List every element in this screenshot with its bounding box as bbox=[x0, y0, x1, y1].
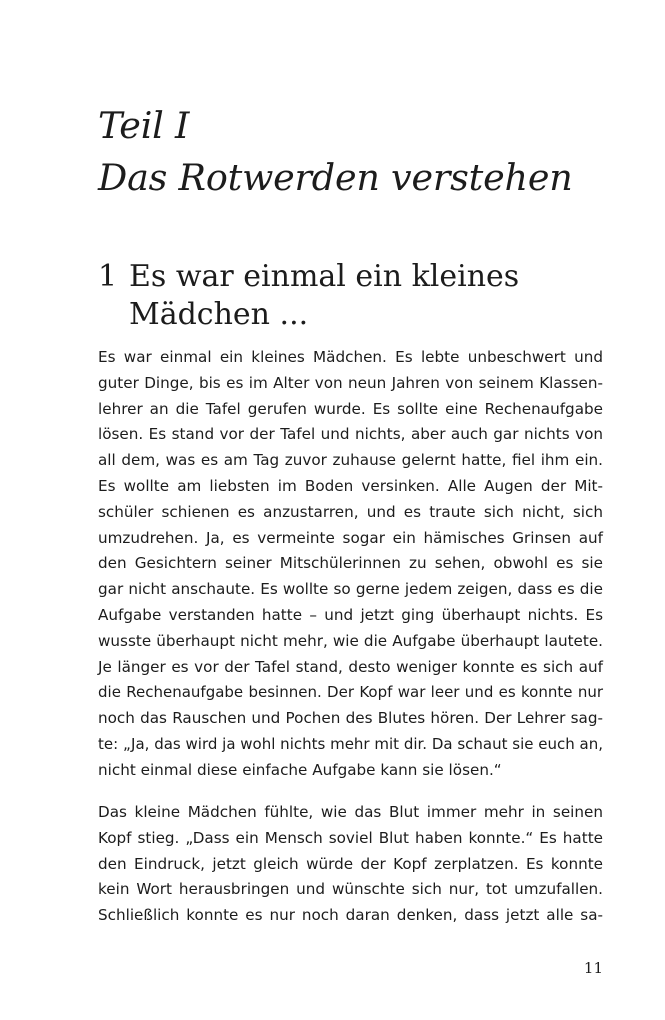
text-line: den Gesichtern seiner Mitschülerinnen zu sehen, obwohl es sie bbox=[98, 554, 603, 573]
text-line: Es war einmal ein kleines Mädchen. Es lebte unbeschwert und bbox=[98, 348, 603, 366]
part-number: Teil I bbox=[98, 104, 190, 147]
text-line: den Eindruck, jetzt gleich würde der Kopf zerplatzen. Es konnte bbox=[98, 854, 603, 873]
text-line: Das kleine Mädchen fühlte, wie das Blut immer mehr in seinen bbox=[98, 803, 603, 821]
text-line: umzudrehen. Ja, es vermeinte sogar ein hämisches Grinsen auf bbox=[98, 528, 603, 547]
chapter-title-line: Mädchen ... bbox=[129, 297, 309, 332]
text-line: Je länger es vor der Tafel stand, desto weniger konnte es sich auf bbox=[98, 657, 603, 676]
text-line: lösen. Es stand vor der Tafel und nichts, aber auch gar nichts von bbox=[98, 425, 603, 444]
text-line: te: „Ja, das wird ja wohl nichts mehr mit dir. Da schaut sie euch an, bbox=[98, 734, 603, 753]
paragraph-1 bbox=[98, 345, 603, 784]
part-heading bbox=[98, 100, 573, 204]
text-line: noch das Rauschen und Pochen des Blutes hören. Der Lehrer sag- bbox=[98, 709, 603, 728]
text-line: kein Wort herausbringen und wünschte sich nur, tot umzufallen. bbox=[98, 880, 603, 899]
text-line: guter Dinge, bis es im Alter von neun Jahren von seinem Klassen- bbox=[98, 373, 603, 392]
chapter-title-line: Es war einmal ein kleines bbox=[129, 259, 520, 294]
paragraph-2 bbox=[98, 800, 603, 929]
text-line: wusste überhaupt nicht mehr, wie die Aufgabe überhaupt lautete. bbox=[98, 631, 603, 650]
chapter-heading bbox=[98, 258, 519, 334]
part-title: Das Rotwerden verstehen bbox=[98, 156, 573, 199]
text-line: Es wollte am liebsten im Boden versinken. Alle Augen der Mit- bbox=[98, 476, 603, 495]
text-line: nicht einmal diese einfache Aufgabe kann sie lösen.“ bbox=[98, 760, 502, 779]
text-line: die Rechenaufgabe besinnen. Der Kopf war leer und es konnte nur bbox=[98, 683, 603, 702]
text-line: Schließlich konnte es nur noch daran denken, dass jetzt alle sa- bbox=[98, 906, 603, 925]
text-line: schüler schienen es anzustarren, und es traute sich nicht, sich bbox=[98, 502, 603, 521]
text-line: Aufgabe verstanden hatte – und jetzt ging überhaupt nichts. Es bbox=[98, 605, 603, 624]
text-line: gar nicht anschaute. Es wollte so gerne jedem zeigen, dass es die bbox=[98, 580, 603, 599]
text-line: all dem, was es am Tag zuvor zuhause gelernt hatte, fiel ihm ein. bbox=[98, 451, 603, 470]
page-number: 11 bbox=[583, 959, 603, 977]
text-line: lehrer an die Tafel gerufen wurde. Es sollte eine Rechenaufgabe bbox=[98, 399, 603, 418]
text-line: Kopf stieg. „Dass ein Mensch soviel Blut haben konnte.“ Es hatte bbox=[98, 828, 603, 847]
chapter-number: 1 bbox=[98, 259, 118, 294]
chapter-title bbox=[129, 258, 519, 334]
